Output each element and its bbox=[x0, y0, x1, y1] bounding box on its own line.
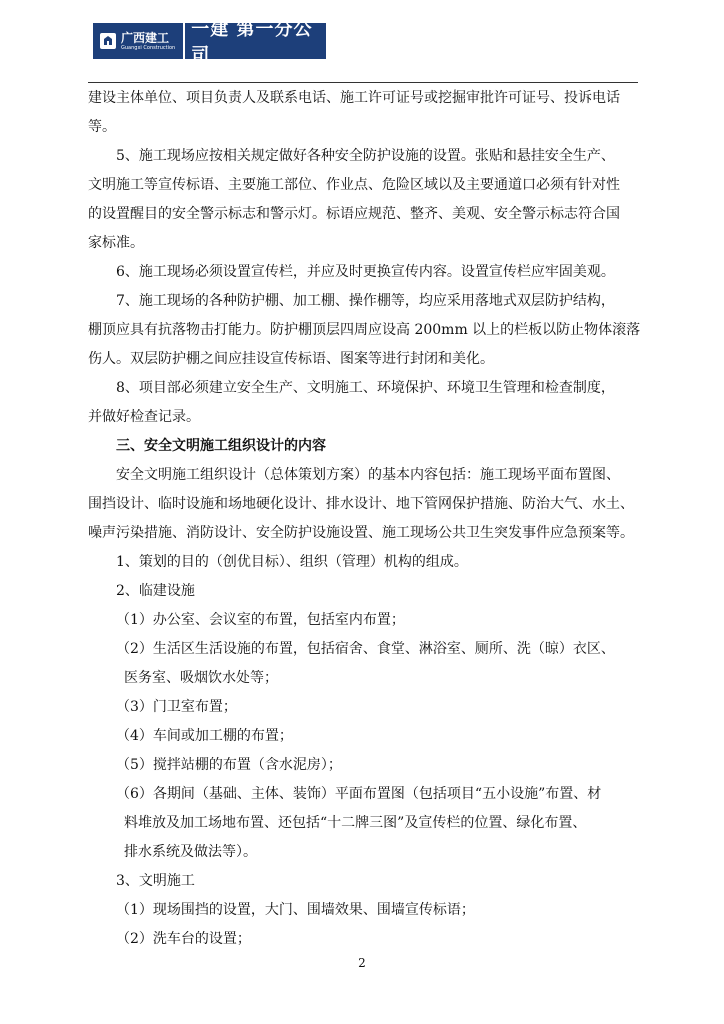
section-heading: 三、安全文明施工组织设计的内容 bbox=[116, 438, 326, 454]
text-line: 等。 bbox=[88, 119, 116, 135]
text-line: （5）搅拌站棚的布置（含水泥房）； bbox=[116, 757, 342, 773]
text-line: 排水系统及做法等）。 bbox=[124, 844, 257, 860]
text-line: 2、临建设施 bbox=[116, 583, 195, 599]
logo-chinese-name: 广西建工 bbox=[121, 30, 170, 45]
text-line: 7、施工现场的各种防护棚、加工棚、操作棚等，均应采用落地式双层防护结构， bbox=[116, 293, 615, 309]
text-line: （1）办公室、会议室的布置，包括室内布置； bbox=[116, 612, 405, 628]
text-line: 医务室、吸烟饮水处等； bbox=[124, 670, 278, 686]
company-logo bbox=[93, 19, 326, 66]
text-line: 建设主体单位、项目负责人及联系电话、施工许可证号或挖掘审批许可证号、投诉电话 bbox=[88, 90, 620, 106]
text-line: （2）生活区生活设施的布置，包括宿舍、食堂、淋浴室、厕所、洗（晾）衣区、 bbox=[116, 641, 615, 657]
company-emblem-icon bbox=[99, 32, 117, 50]
page-number: 2 bbox=[358, 956, 366, 970]
text-line: 家标准。 bbox=[88, 235, 144, 251]
text-line: 围挡设计、临时设施和场地硬化设计、排水设计、地下管网保护措施、防治大气、水土、 bbox=[88, 496, 634, 512]
text-line: 6、施工现场必须设置宣传栏，并应及时更换宣传内容。设置宣传栏应牢固美观。 bbox=[116, 264, 615, 280]
logo-division-name: 一建 第一分公司 bbox=[183, 23, 326, 59]
text-line: （1）现场围挡的设置，大门、围墙效果、围墙宣传标语； bbox=[116, 902, 475, 918]
text-line: 棚顶应具有抗落物击打能力。防护棚顶层四周应设高 200mm 以上的栏板以防止物体滚落 bbox=[88, 322, 641, 338]
text-line: 伤人。双层防护棚之间应挂设宣传标语、图案等进行封闭和美化。 bbox=[88, 351, 494, 367]
header-divider bbox=[88, 82, 638, 83]
text-line: 5、施工现场应按相关规定做好各种安全防护设施的设置。张贴和悬挂安全生产、 bbox=[116, 148, 615, 164]
text-line: 的设置醒目的安全警示标志和警示灯。标语应规范、整齐、美观、安全警示标志符合国 bbox=[88, 206, 620, 222]
logo-emblem-block bbox=[93, 23, 183, 59]
text-line: 1、策划的目的（创优目标）、组织（管理）机构的组成。 bbox=[116, 554, 468, 570]
text-line: 安全文明施工组织设计（总体策划方案）的基本内容包括：施工现场平面布置图、 bbox=[116, 467, 620, 483]
document-body bbox=[88, 84, 640, 954]
text-line: 噪声污染措施、消防设计、安全防护设施设置、施工现场公共卫生突发事件应急预案等。 bbox=[88, 525, 634, 541]
text-line: （6）各期间（基础、主体、装饰）平面布置图（包括项目“五小设施”布置、材 bbox=[116, 786, 602, 802]
logo-english-name: Guangxi Construction bbox=[121, 44, 176, 51]
text-line: 8、项目部必须建立安全生产、文明施工、环境保护、环境卫生管理和检查制度， bbox=[116, 380, 615, 396]
text-line: （2）洗车台的设置； bbox=[116, 931, 251, 947]
text-line: 3、文明施工 bbox=[116, 873, 195, 889]
text-line: 料堆放及加工场地布置、还包括“十二牌三图”及宣传栏的位置、绿化布置、 bbox=[124, 815, 587, 831]
text-line: （4）车间或加工棚的布置； bbox=[116, 728, 293, 744]
text-line: 并做好检查记录。 bbox=[88, 409, 200, 425]
text-line: 文明施工等宣传标语、主要施工部位、作业点、危险区域以及主要通道口必须有针对性 bbox=[88, 177, 620, 193]
text-line: （3）门卫室布置； bbox=[116, 699, 237, 715]
